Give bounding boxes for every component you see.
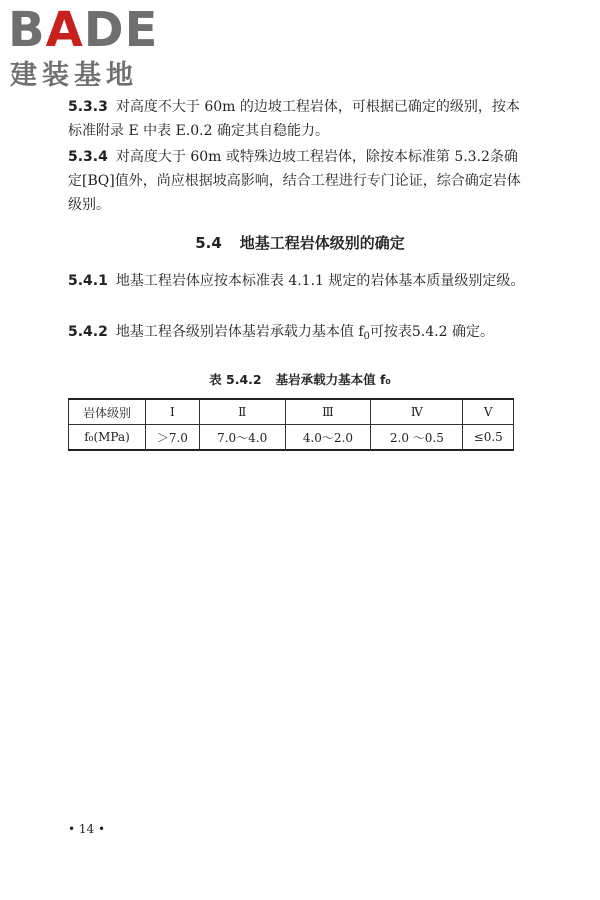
table-cell: ≤0.5 bbox=[463, 425, 514, 451]
table-cell: 7.0～4.0 bbox=[199, 425, 285, 451]
table-cell: Ⅲ bbox=[285, 399, 371, 425]
page-number: • 14 • bbox=[68, 822, 106, 836]
clause-number: 5.3.4 bbox=[68, 149, 108, 165]
table-caption-title: 基岩承载力基本值 f₀ bbox=[275, 372, 391, 387]
table-cell: 岩体级别 bbox=[69, 399, 146, 425]
table-cell: f₀(MPa) bbox=[69, 425, 146, 451]
table-cell: Ⅳ bbox=[371, 399, 463, 425]
table-cell: Ⅴ bbox=[463, 399, 514, 425]
section-title-text: 地基工程岩体级别的确定 bbox=[239, 234, 405, 252]
table-caption bbox=[0, 370, 600, 388]
bearing-capacity-table bbox=[68, 398, 514, 451]
clause-5-3-4 bbox=[68, 145, 528, 217]
table-row bbox=[69, 425, 514, 451]
logo-tagline: 建装基地 bbox=[10, 60, 138, 91]
clause-number: 5.4.2 bbox=[68, 324, 108, 340]
table-cell: 2.0 ～0.5 bbox=[371, 425, 463, 451]
logo-red-letter: A bbox=[45, 2, 84, 58]
table-caption-number: 表 5.4.2 bbox=[209, 372, 262, 387]
clause-text: 地基工程岩体应按本标准表 4.1.1 规定的岩体基本质量级别定级。 bbox=[115, 273, 525, 289]
clause-number: 5.3.3 bbox=[68, 99, 108, 115]
section-heading bbox=[0, 232, 600, 253]
clause-text-after: 可按表5.4.2 确定。 bbox=[369, 324, 494, 340]
table-header-row bbox=[69, 399, 514, 425]
clause-text: 对高度大于 60m 或特殊边坡工程岩体，除按本标准第 5.3.2条确定[BQ]值外，尚应根据坡高影响，结合工程进行专门论证，综合确定岩体级别。 bbox=[68, 149, 521, 213]
clause-subscript: 0 bbox=[363, 331, 370, 342]
table-cell: 4.0～2.0 bbox=[285, 425, 371, 451]
table-cell: ＞7.0 bbox=[146, 425, 200, 451]
clause-5-3-3 bbox=[68, 95, 528, 143]
logo-wordmark: BADE bbox=[8, 2, 159, 58]
section-number: 5.4 bbox=[195, 234, 222, 252]
clause-text-before: 地基工程各级别岩体基岩承载力基本值 f bbox=[115, 324, 364, 340]
bade-logo bbox=[8, 4, 188, 94]
clause-number: 5.4.1 bbox=[68, 273, 108, 289]
table-cell: Ⅱ bbox=[199, 399, 285, 425]
clause-5-4-1 bbox=[68, 269, 528, 293]
clause-text: 对高度不大于 60m 的边坡工程岩体，可根据已确定的级别，按本标准附录 E 中表 E.0.2 确定其自稳能力。 bbox=[68, 99, 520, 139]
table-cell: Ⅰ bbox=[146, 399, 200, 425]
clause-5-4-2 bbox=[68, 320, 528, 349]
